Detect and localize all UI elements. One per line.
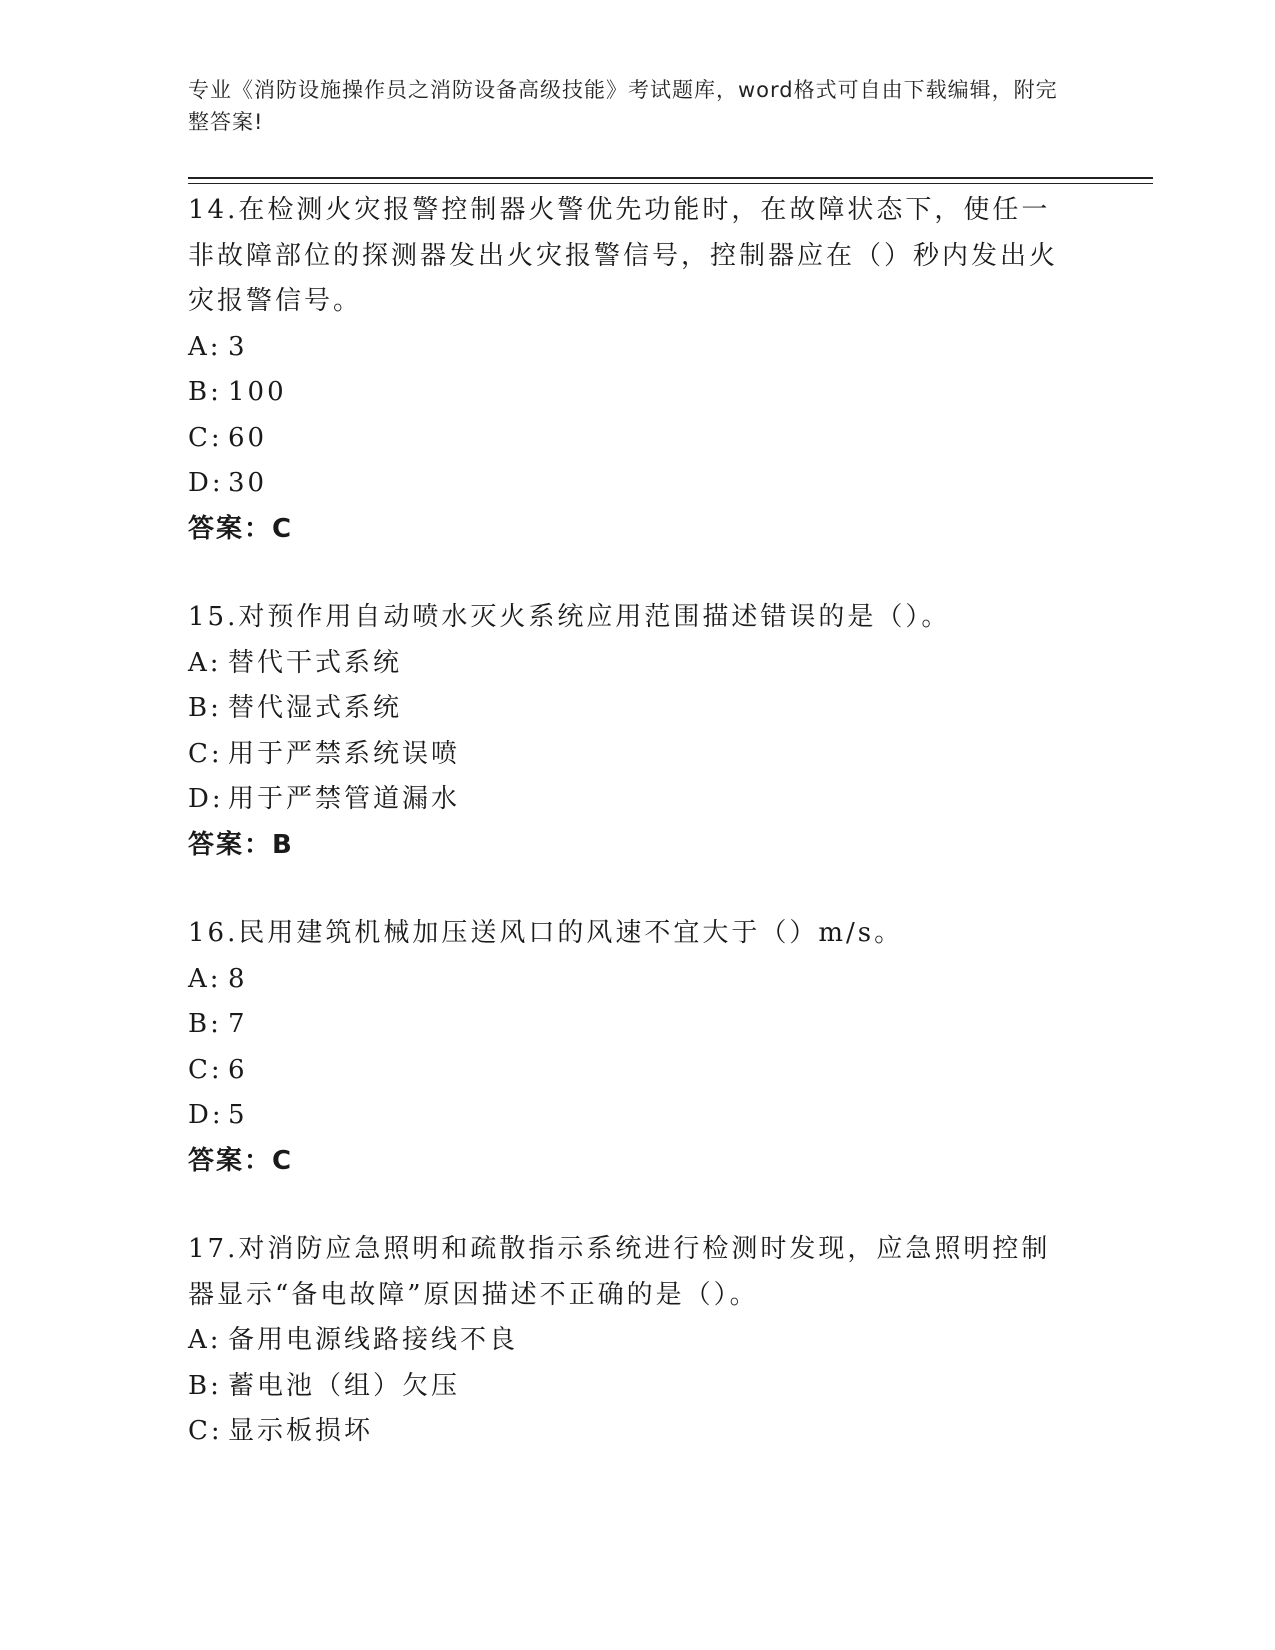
option-letter: B: xyxy=(188,1009,222,1039)
question-14 xyxy=(188,188,1088,552)
question-17 xyxy=(188,1227,1088,1455)
option-letter: A: xyxy=(188,331,222,362)
option-a xyxy=(188,641,1088,687)
option-letter: C: xyxy=(188,738,223,769)
page-header: 专业《消防设施操作员之消防设备高级技能》考试题库，word格式可自由下载编辑，附完整答案! xyxy=(188,78,1058,134)
option-text: 显示板损坏 xyxy=(228,1416,374,1446)
option-letter: A: xyxy=(188,1325,222,1355)
question-stem: 14.在检测火灾报警控制器火警优先功能时，在故障状态下，使任一非故障部位的探测器发出火灾报警信号，控制器应在（）秒内发出火灾报警信号。 xyxy=(188,195,1059,316)
option-text: 30 xyxy=(228,468,268,498)
option-letter: B: xyxy=(188,377,222,407)
option-text: 8 xyxy=(228,963,248,994)
option-text: 替代湿式系统 xyxy=(228,693,403,723)
option-text: 7 xyxy=(228,1009,248,1039)
option-letter: B: xyxy=(188,693,222,723)
option-c xyxy=(188,732,1088,778)
option-letter: A: xyxy=(188,963,222,994)
option-b xyxy=(188,1002,1088,1048)
option-c xyxy=(188,416,1088,462)
option-d xyxy=(188,461,1088,507)
option-c xyxy=(188,1409,1088,1455)
option-text: 3 xyxy=(228,331,248,362)
question-list xyxy=(188,188,1088,1498)
option-a xyxy=(188,325,1088,371)
option-text: 备用电源线路接线不良 xyxy=(228,1325,519,1355)
option-text: 60 xyxy=(228,422,268,453)
option-b xyxy=(188,370,1088,416)
question-16 xyxy=(188,911,1088,1184)
option-letter: D: xyxy=(188,1100,224,1130)
option-letter: B: xyxy=(188,1370,222,1401)
question-15 xyxy=(188,595,1088,868)
option-d xyxy=(188,777,1088,823)
option-text: 100 xyxy=(228,377,287,407)
question-stem: 17.对消防应急照明和疏散指示系统进行检测时发现，应急照明控制器显示“备电故障”原因描述不正确的是（）。 xyxy=(188,1234,1051,1310)
option-letter: D: xyxy=(188,784,224,814)
option-text: 5 xyxy=(228,1100,248,1130)
option-letter: C: xyxy=(188,422,223,453)
question-stem: 15.对预作用自动喷水灭火系统应用范围描述错误的是（）。 xyxy=(188,602,951,632)
option-a xyxy=(188,1318,1088,1364)
option-text: 用于严禁系统误喷 xyxy=(228,738,461,769)
answer-line: 答案：C xyxy=(188,1145,294,1176)
option-letter: A: xyxy=(188,647,222,678)
option-letter: C: xyxy=(188,1054,223,1085)
option-letter: D: xyxy=(188,468,224,498)
option-text: 用于严禁管道漏水 xyxy=(228,784,461,814)
option-b xyxy=(188,686,1088,732)
option-b xyxy=(188,1364,1088,1410)
option-letter: C: xyxy=(188,1416,223,1446)
header-rule-thick xyxy=(188,177,1153,179)
option-c xyxy=(188,1048,1088,1094)
question-stem: 16.民用建筑机械加压送风口的风速不宜大于（）m/s。 xyxy=(188,918,904,948)
option-a xyxy=(188,957,1088,1003)
option-text: 替代干式系统 xyxy=(228,647,403,678)
option-text: 6 xyxy=(228,1054,248,1085)
option-text: 蓄电池（组）欠压 xyxy=(228,1370,461,1401)
answer-line: 答案：C xyxy=(188,513,294,544)
answer-line: 答案：B xyxy=(188,829,294,860)
header-rule-thin xyxy=(188,183,1153,184)
option-d xyxy=(188,1093,1088,1139)
